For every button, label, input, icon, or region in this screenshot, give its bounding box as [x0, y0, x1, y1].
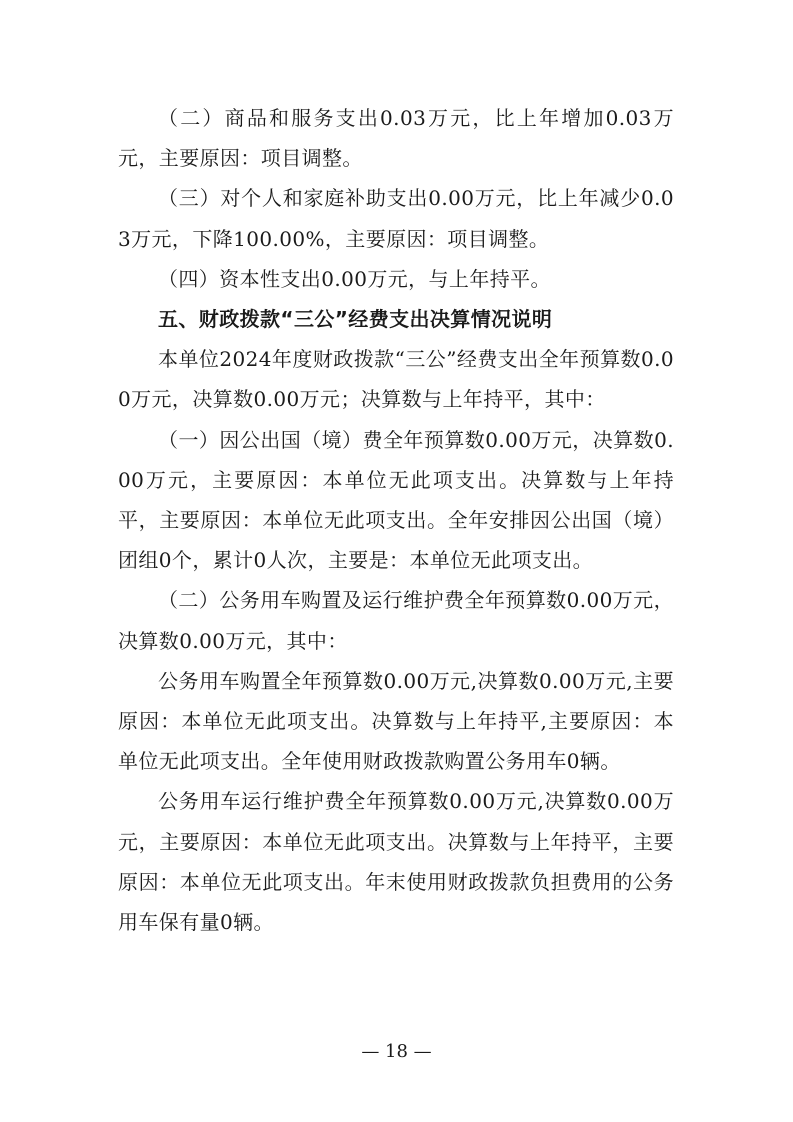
paragraph-three-public-summary: 本单位2024年度财政拨款“三公”经费支出全年预算数0.00万元，决算数0.00万元；决算数与上年持平，其中： [118, 347, 674, 412]
paragraph-goods-services: （二）商品和服务支出0.03万元，比上年增加0.03万元，主要原因：项目调整。 [118, 106, 674, 171]
paragraph-vehicle-costs: （二）公务用车购置及运行维护费全年预算数0.00万元，决算数0.00万元，其中： [118, 588, 674, 653]
paragraph-overseas-travel: （一）因公出国（境）费全年预算数0.00万元，决算数0.00万元，主要原因：本单位无此项支出。决算数与上年持平，主要原因：本单位无此项支出。全年安排因公出国（境）团组0个，累计0人次，主要是：本单位无此项支出。 [118, 427, 674, 573]
paragraph-vehicle-purchase: 公务用车购置全年预算数0.00万元,决算数0.00万元,主要原因：本单位无此项支出。决算数与上年持平,主要原因：本单位无此项支出。全年使用财政拨款购置公务用车0辆。 [118, 668, 674, 774]
paragraph-personal-subsidy: （三）对个人和家庭补助支出0.00万元，比上年减少0.03万元，下降100.00%，主要原因：项目调整。 [118, 186, 674, 251]
section-heading-three-public: 五、财政拨款“三公”经费支出决算情况说明 [158, 307, 553, 332]
paragraph-capital-expenditure: （四）资本性支出0.00万元，与上年持平。 [158, 266, 551, 291]
page-number: — 18 — [361, 1041, 432, 1062]
document-body [118, 98, 674, 942]
paragraph-vehicle-operation: 公务用车运行维护费全年预算数0.00万元,决算数0.00万元，主要原因：本单位无此项支出。决算数与上年持平，主要原因：本单位无此项支出。年末使用财政拨款负担费用的公务用车保有量0辆。 [118, 789, 674, 935]
